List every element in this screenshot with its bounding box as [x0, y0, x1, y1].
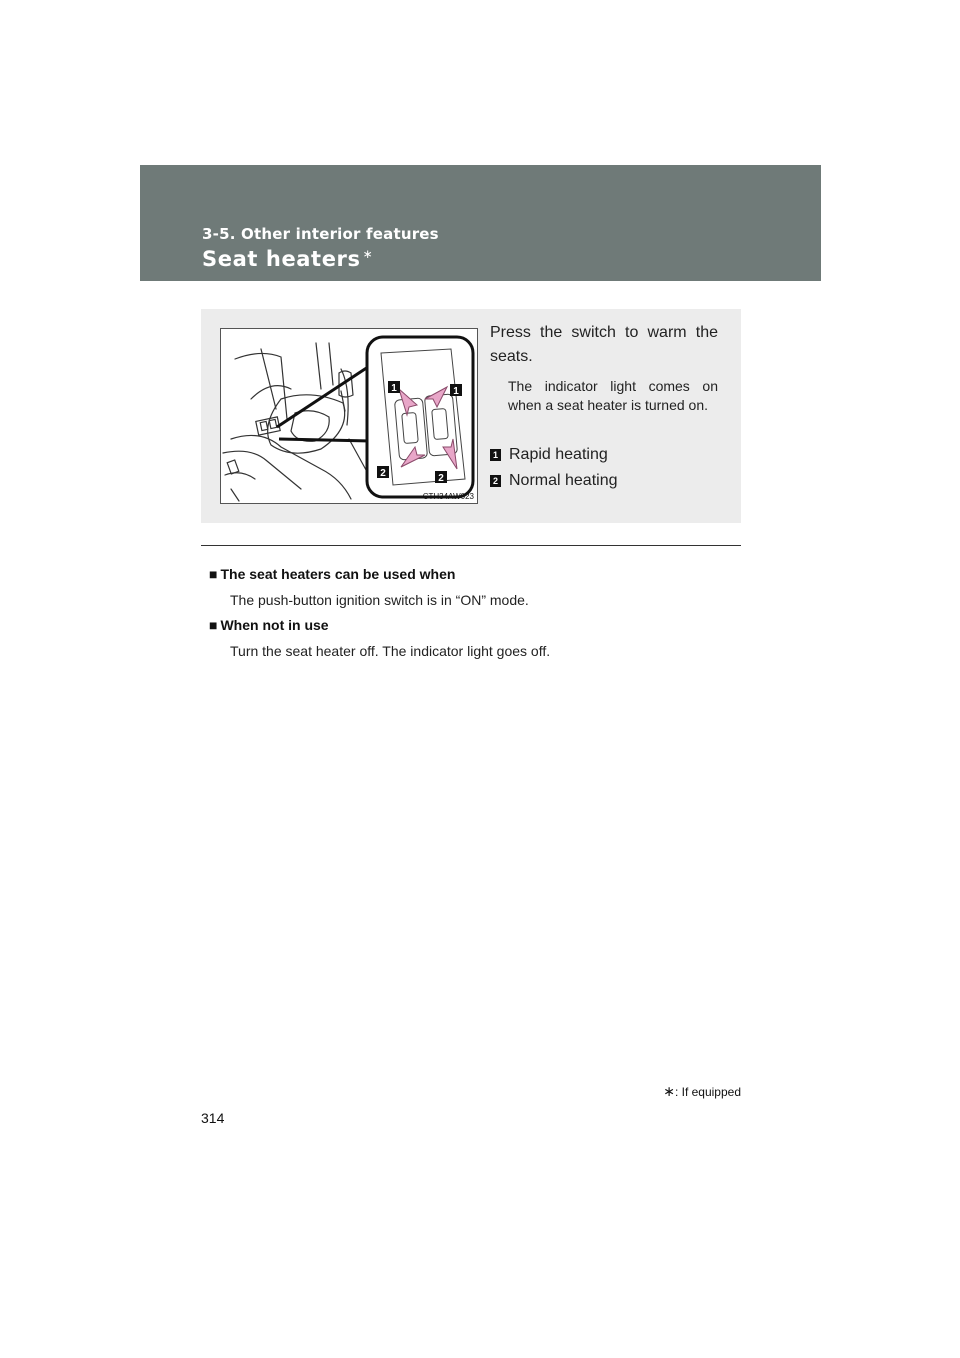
seat-heater-illustration: [220, 328, 478, 504]
footnote-text: : If equipped: [674, 1085, 741, 1099]
square-bullet-icon: ■: [209, 617, 218, 633]
header-band: [140, 165, 821, 281]
note-heading: [209, 617, 329, 633]
square-bullet-icon: ■: [209, 566, 218, 582]
note-heading-text: When not in use: [220, 617, 329, 633]
section-label: 3-5. Other interior features: [202, 225, 439, 243]
page-title-text: Seat heaters: [202, 247, 361, 271]
footnote-mark: ∗: [663, 1083, 675, 1099]
figure-tag-1a: 1: [391, 383, 397, 394]
note-heading: [209, 566, 455, 582]
figure-tag-2b: 2: [438, 473, 444, 484]
equipped-mark: ∗: [362, 247, 374, 261]
page-number: 314: [201, 1110, 225, 1126]
figure-tag-1b: 1: [453, 386, 459, 397]
legend-label: Normal heating: [509, 472, 618, 489]
info-box: [201, 309, 741, 523]
note-body: Turn the seat heater off. The indicator light goes off.: [230, 643, 551, 659]
legend-number: 2: [490, 475, 501, 487]
legend-label: Rapid heating: [509, 446, 608, 463]
console-drawing: [221, 329, 477, 503]
figure-tag-2a: 2: [380, 468, 386, 479]
figure-code: CTH34AW023: [422, 492, 474, 501]
legend-item-normal: [490, 471, 618, 491]
page-title: [202, 247, 373, 271]
instruction-text: Press the switch to warm the seats.: [490, 324, 718, 365]
legend-item-rapid: [490, 445, 608, 465]
section-divider: [201, 545, 741, 546]
footnote: [663, 1083, 741, 1100]
note-heading-text: The seat heaters can be used when: [220, 566, 456, 582]
note-body: The push-button ignition switch is in “ON” mode.: [230, 592, 529, 608]
indicator-note: The indicator light comes on when a seat heater is turned on.: [508, 378, 718, 413]
legend-number: 1: [490, 449, 501, 461]
